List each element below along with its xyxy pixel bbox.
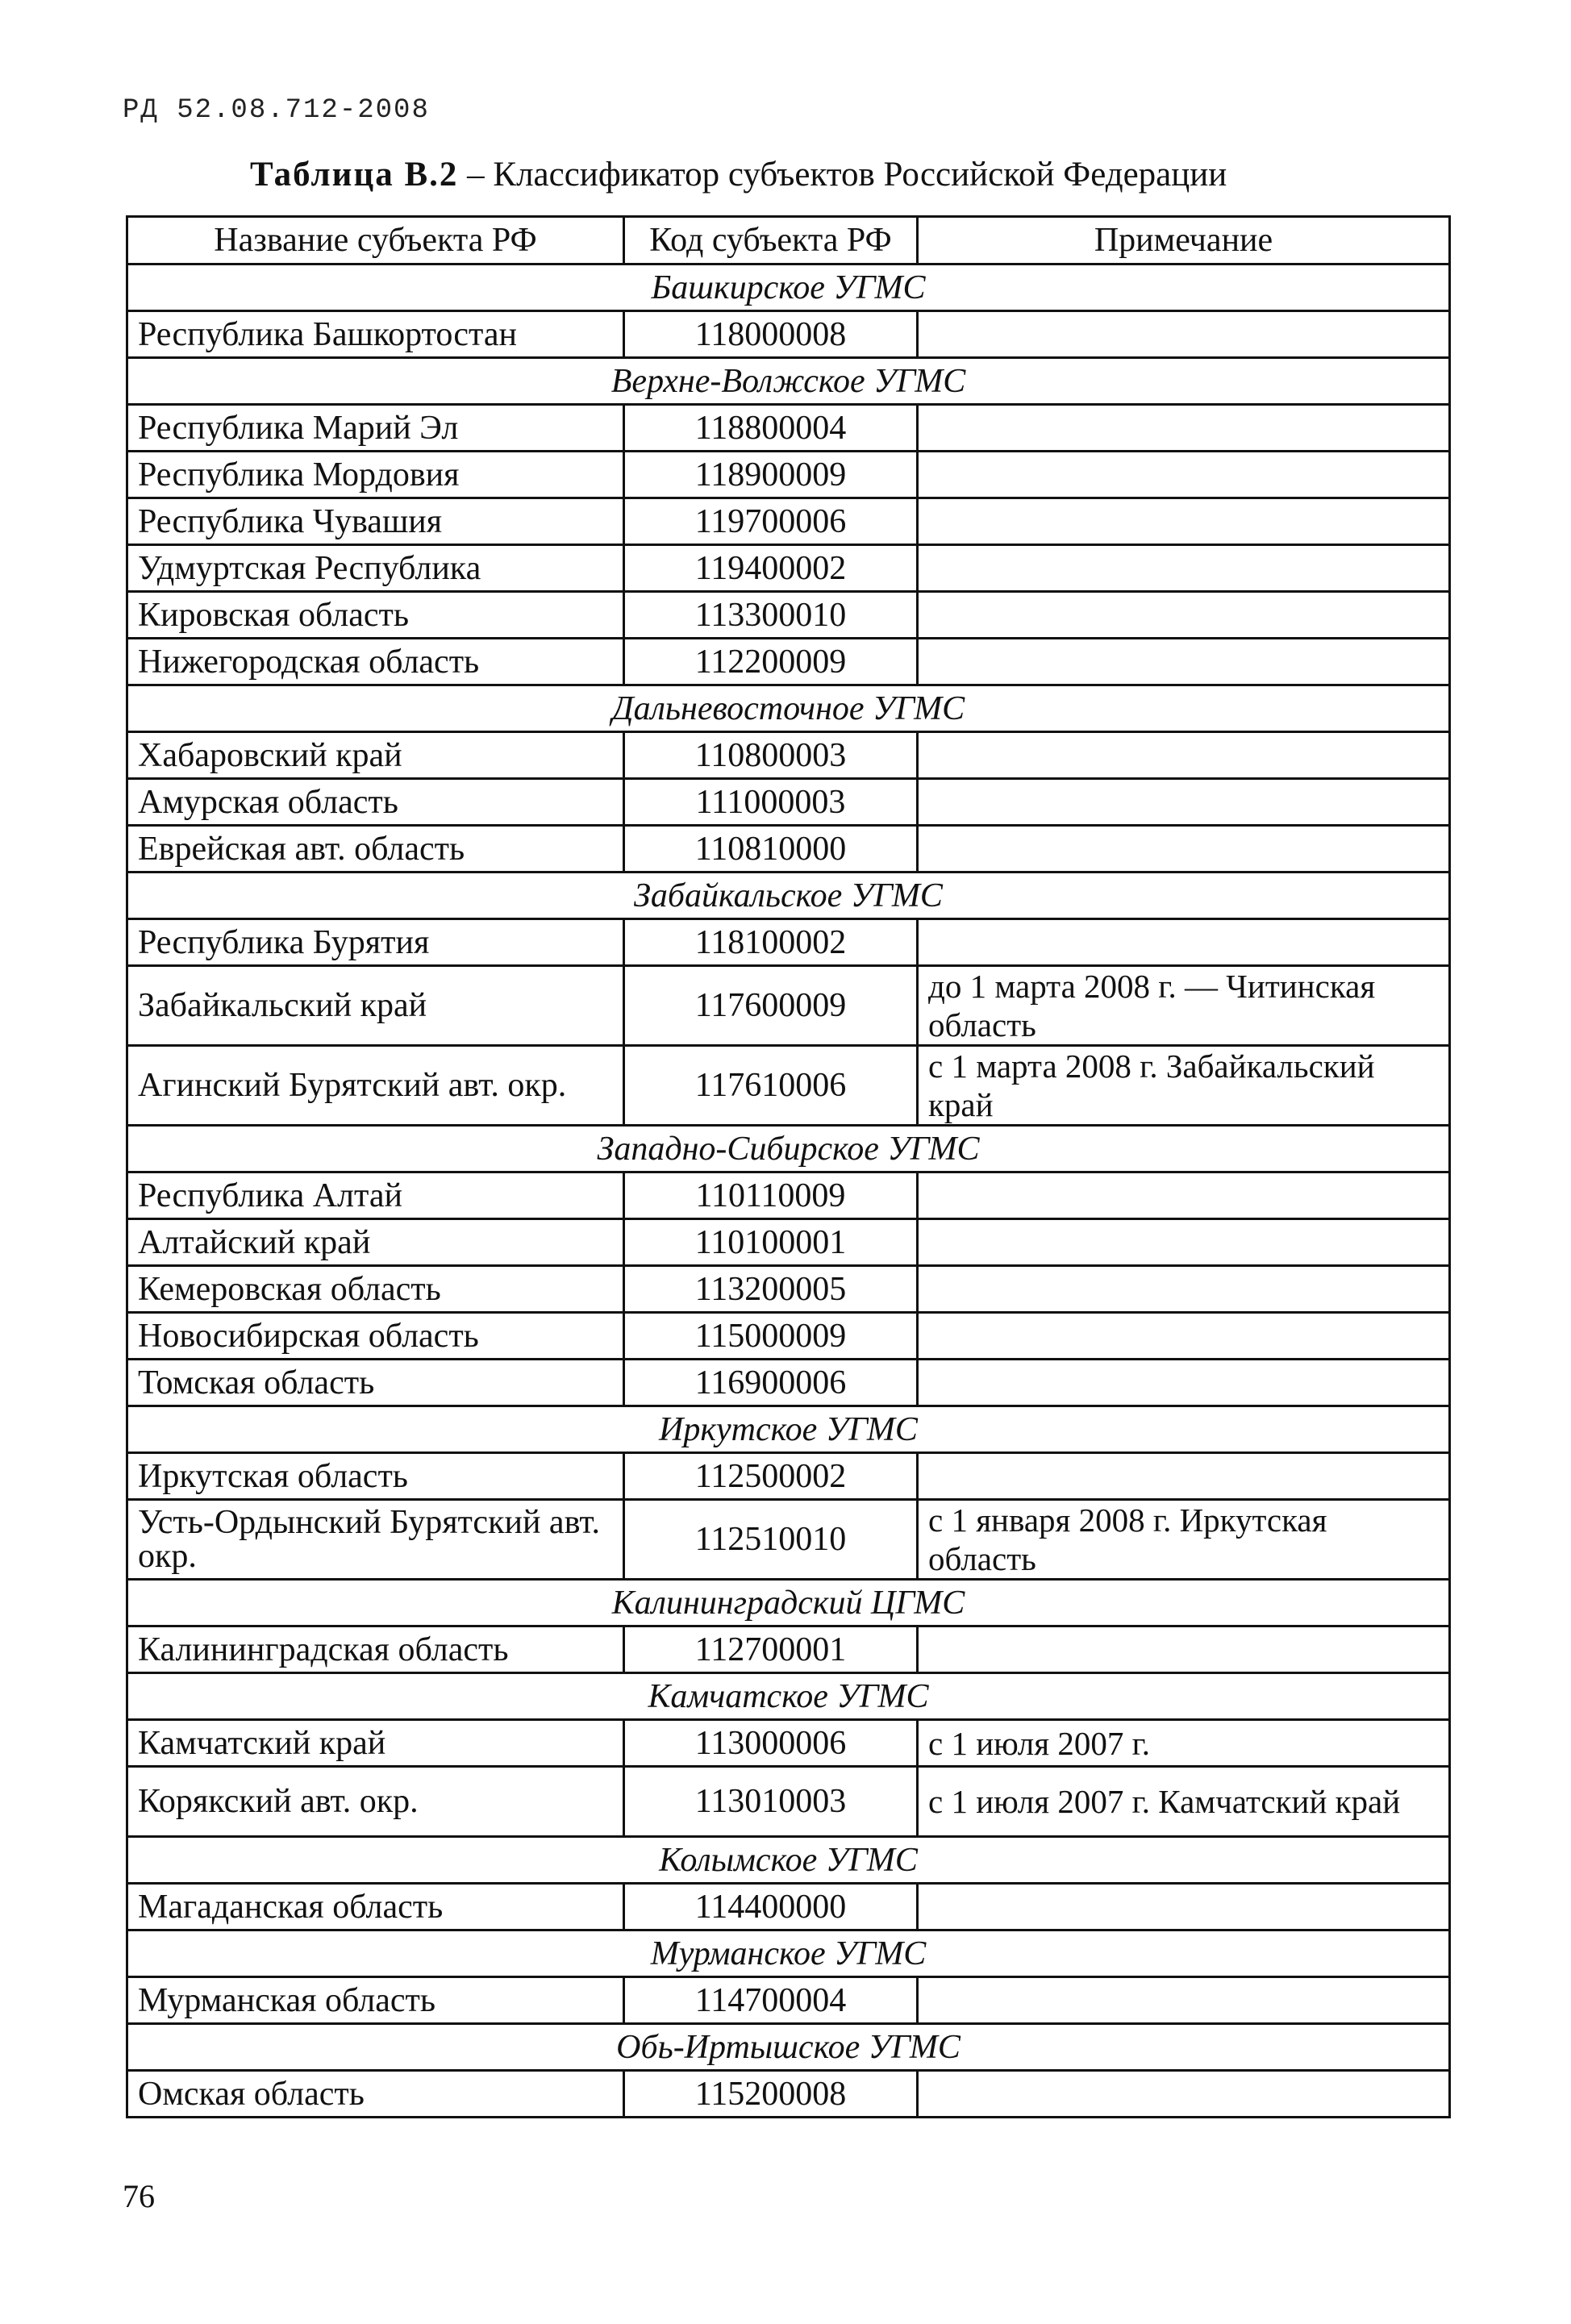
cell-note [918,732,1450,779]
table-row [127,1219,1450,1266]
table-row [127,732,1450,779]
group-title: Забайкальское УГМС [127,873,1450,919]
header-cell-code: Код субъекта РФ [624,217,918,264]
cell-subject-code: 119400002 [624,545,918,592]
table-row [127,966,1450,1046]
group-title: Камчатское УГМС [127,1673,1450,1720]
table-caption-label: Таблица В.2 [250,156,459,194]
table-row [127,1046,1450,1126]
table-row [127,1767,1450,1837]
header-row [127,217,1450,264]
table-row [127,452,1450,498]
cell-subject-name: Томская область [127,1360,624,1406]
group-title: Верхне-Волжское УГМС [127,358,1450,405]
document-code: РД 52.08.712-2008 [123,95,430,126]
cell-subject-code: 113200005 [624,1266,918,1313]
cell-note: с 1 марта 2008 г. Забайкальский край [918,1046,1450,1126]
cell-subject-name: Республика Марий Эл [127,405,624,452]
cell-subject-name: Республика Мордовия [127,452,624,498]
classifier-table [126,215,1451,2118]
table-row [127,779,1450,826]
table-caption-separator: – [458,156,494,194]
cell-subject-name: Мурманская область [127,1977,624,2024]
cell-subject-name: Республика Бурятия [127,919,624,966]
cell-subject-name: Корякский авт. окр. [127,1767,624,1837]
cell-subject-name: Кировская область [127,592,624,639]
cell-note [918,498,1450,545]
group-row [127,1837,1450,1884]
cell-note [918,1453,1450,1500]
cell-subject-name: Амурская область [127,779,624,826]
cell-subject-name: Удмуртская Республика [127,545,624,592]
cell-note [918,1626,1450,1673]
cell-note [918,592,1450,639]
group-title: Башкирское УГМС [127,264,1450,311]
group-row [127,1930,1450,1977]
cell-subject-code: 110800003 [624,732,918,779]
cell-subject-code: 113000006 [624,1720,918,1767]
group-row [127,2024,1450,2071]
table-row [127,826,1450,873]
header-cell-name: Название субъекта РФ [127,217,624,264]
table-row [127,1453,1450,1500]
cell-subject-code: 117610006 [624,1046,918,1126]
group-row [127,1580,1450,1626]
cell-subject-code: 111000003 [624,779,918,826]
cell-subject-code: 112200009 [624,639,918,685]
table-row [127,1172,1450,1219]
table-caption [250,155,1227,194]
cell-subject-code: 118000008 [624,311,918,358]
group-row [127,873,1450,919]
cell-subject-name: Магаданская область [127,1884,624,1930]
cell-subject-name: Иркутская область [127,1453,624,1500]
cell-note [918,919,1450,966]
cell-subject-code: 116900006 [624,1360,918,1406]
cell-subject-name: Нижегородская область [127,639,624,685]
table-row [127,1500,1450,1580]
group-title: Мурманское УГМС [127,1930,1450,1977]
cell-note [918,639,1450,685]
table-row [127,1360,1450,1406]
table-row [127,1313,1450,1360]
cell-subject-name: Усть-Ордынский Бурятский авт. окр. [127,1500,624,1580]
cell-note [918,405,1450,452]
cell-subject-name: Камчатский край [127,1720,624,1767]
cell-subject-code: 113010003 [624,1767,918,1837]
cell-note [918,1172,1450,1219]
table-row [127,1977,1450,2024]
table-row [127,1720,1450,1767]
table-row [127,311,1450,358]
cell-subject-code: 118100002 [624,919,918,966]
table-row [127,639,1450,685]
group-row [127,358,1450,405]
cell-subject-code: 110110009 [624,1172,918,1219]
table-row [127,405,1450,452]
cell-subject-code: 112700001 [624,1626,918,1673]
cell-subject-name: Алтайский край [127,1219,624,1266]
cell-note [918,1360,1450,1406]
table-header [127,217,1450,264]
cell-subject-name: Омская область [127,2071,624,2118]
table-row [127,1626,1450,1673]
cell-note [918,311,1450,358]
cell-subject-code: 119700006 [624,498,918,545]
cell-note [918,452,1450,498]
group-row [127,1406,1450,1453]
cell-subject-code: 115200008 [624,2071,918,2118]
cell-subject-code: 110100001 [624,1219,918,1266]
cell-note [918,2071,1450,2118]
cell-note [918,826,1450,873]
cell-note [918,779,1450,826]
cell-subject-name: Республика Алтай [127,1172,624,1219]
cell-subject-code: 112500002 [624,1453,918,1500]
cell-subject-name: Калининградская область [127,1626,624,1673]
cell-subject-code: 118800004 [624,405,918,452]
cell-subject-name: Республика Чувашия [127,498,624,545]
group-title: Обь-Иртышское УГМС [127,2024,1450,2071]
cell-note [918,1884,1450,1930]
cell-subject-code: 118900009 [624,452,918,498]
cell-subject-code: 115000009 [624,1313,918,1360]
table-row [127,1266,1450,1313]
cell-subject-name: Забайкальский край [127,966,624,1046]
cell-subject-name: Агинский Бурятский авт. окр. [127,1046,624,1126]
cell-note [918,1219,1450,1266]
cell-subject-code: 113300010 [624,592,918,639]
table-body [127,264,1450,2118]
group-title: Колымское УГМС [127,1837,1450,1884]
table-row [127,2071,1450,2118]
cell-note [918,545,1450,592]
group-title: Западно-Сибирское УГМС [127,1126,1450,1172]
cell-note: с 1 июля 2007 г. [918,1720,1450,1767]
cell-subject-name: Кемеровская область [127,1266,624,1313]
cell-subject-code: 114700004 [624,1977,918,2024]
group-row [127,685,1450,732]
cell-note: до 1 марта 2008 г. — Читинская область [918,966,1450,1046]
cell-note: с 1 января 2008 г. Иркутская область [918,1500,1450,1580]
group-title: Дальневосточное УГМС [127,685,1450,732]
table-row [127,545,1450,592]
cell-subject-name: Хабаровский край [127,732,624,779]
page-number: 76 [123,2178,155,2214]
group-row [127,1673,1450,1720]
cell-subject-code: 112510010 [624,1500,918,1580]
cell-note: с 1 июля 2007 г. Камчатский край [918,1767,1450,1837]
header-cell-note: Примечание [918,217,1450,264]
cell-note [918,1977,1450,2024]
group-row [127,1126,1450,1172]
cell-subject-name: Новосибирская область [127,1313,624,1360]
group-row [127,264,1450,311]
cell-subject-code: 114400000 [624,1884,918,1930]
table-row [127,498,1450,545]
cell-subject-name: Еврейская авт. область [127,826,624,873]
table-row [127,592,1450,639]
cell-subject-name: Республика Башкортостан [127,311,624,358]
cell-subject-code: 110810000 [624,826,918,873]
table-row [127,919,1450,966]
cell-subject-code: 117600009 [624,966,918,1046]
group-title: Калининградский ЦГМС [127,1580,1450,1626]
table-caption-text: Классификатор субъектов Российской Федерации [493,156,1227,194]
cell-note [918,1313,1450,1360]
table-row [127,1884,1450,1930]
group-title: Иркутское УГМС [127,1406,1450,1453]
cell-note [918,1266,1450,1313]
